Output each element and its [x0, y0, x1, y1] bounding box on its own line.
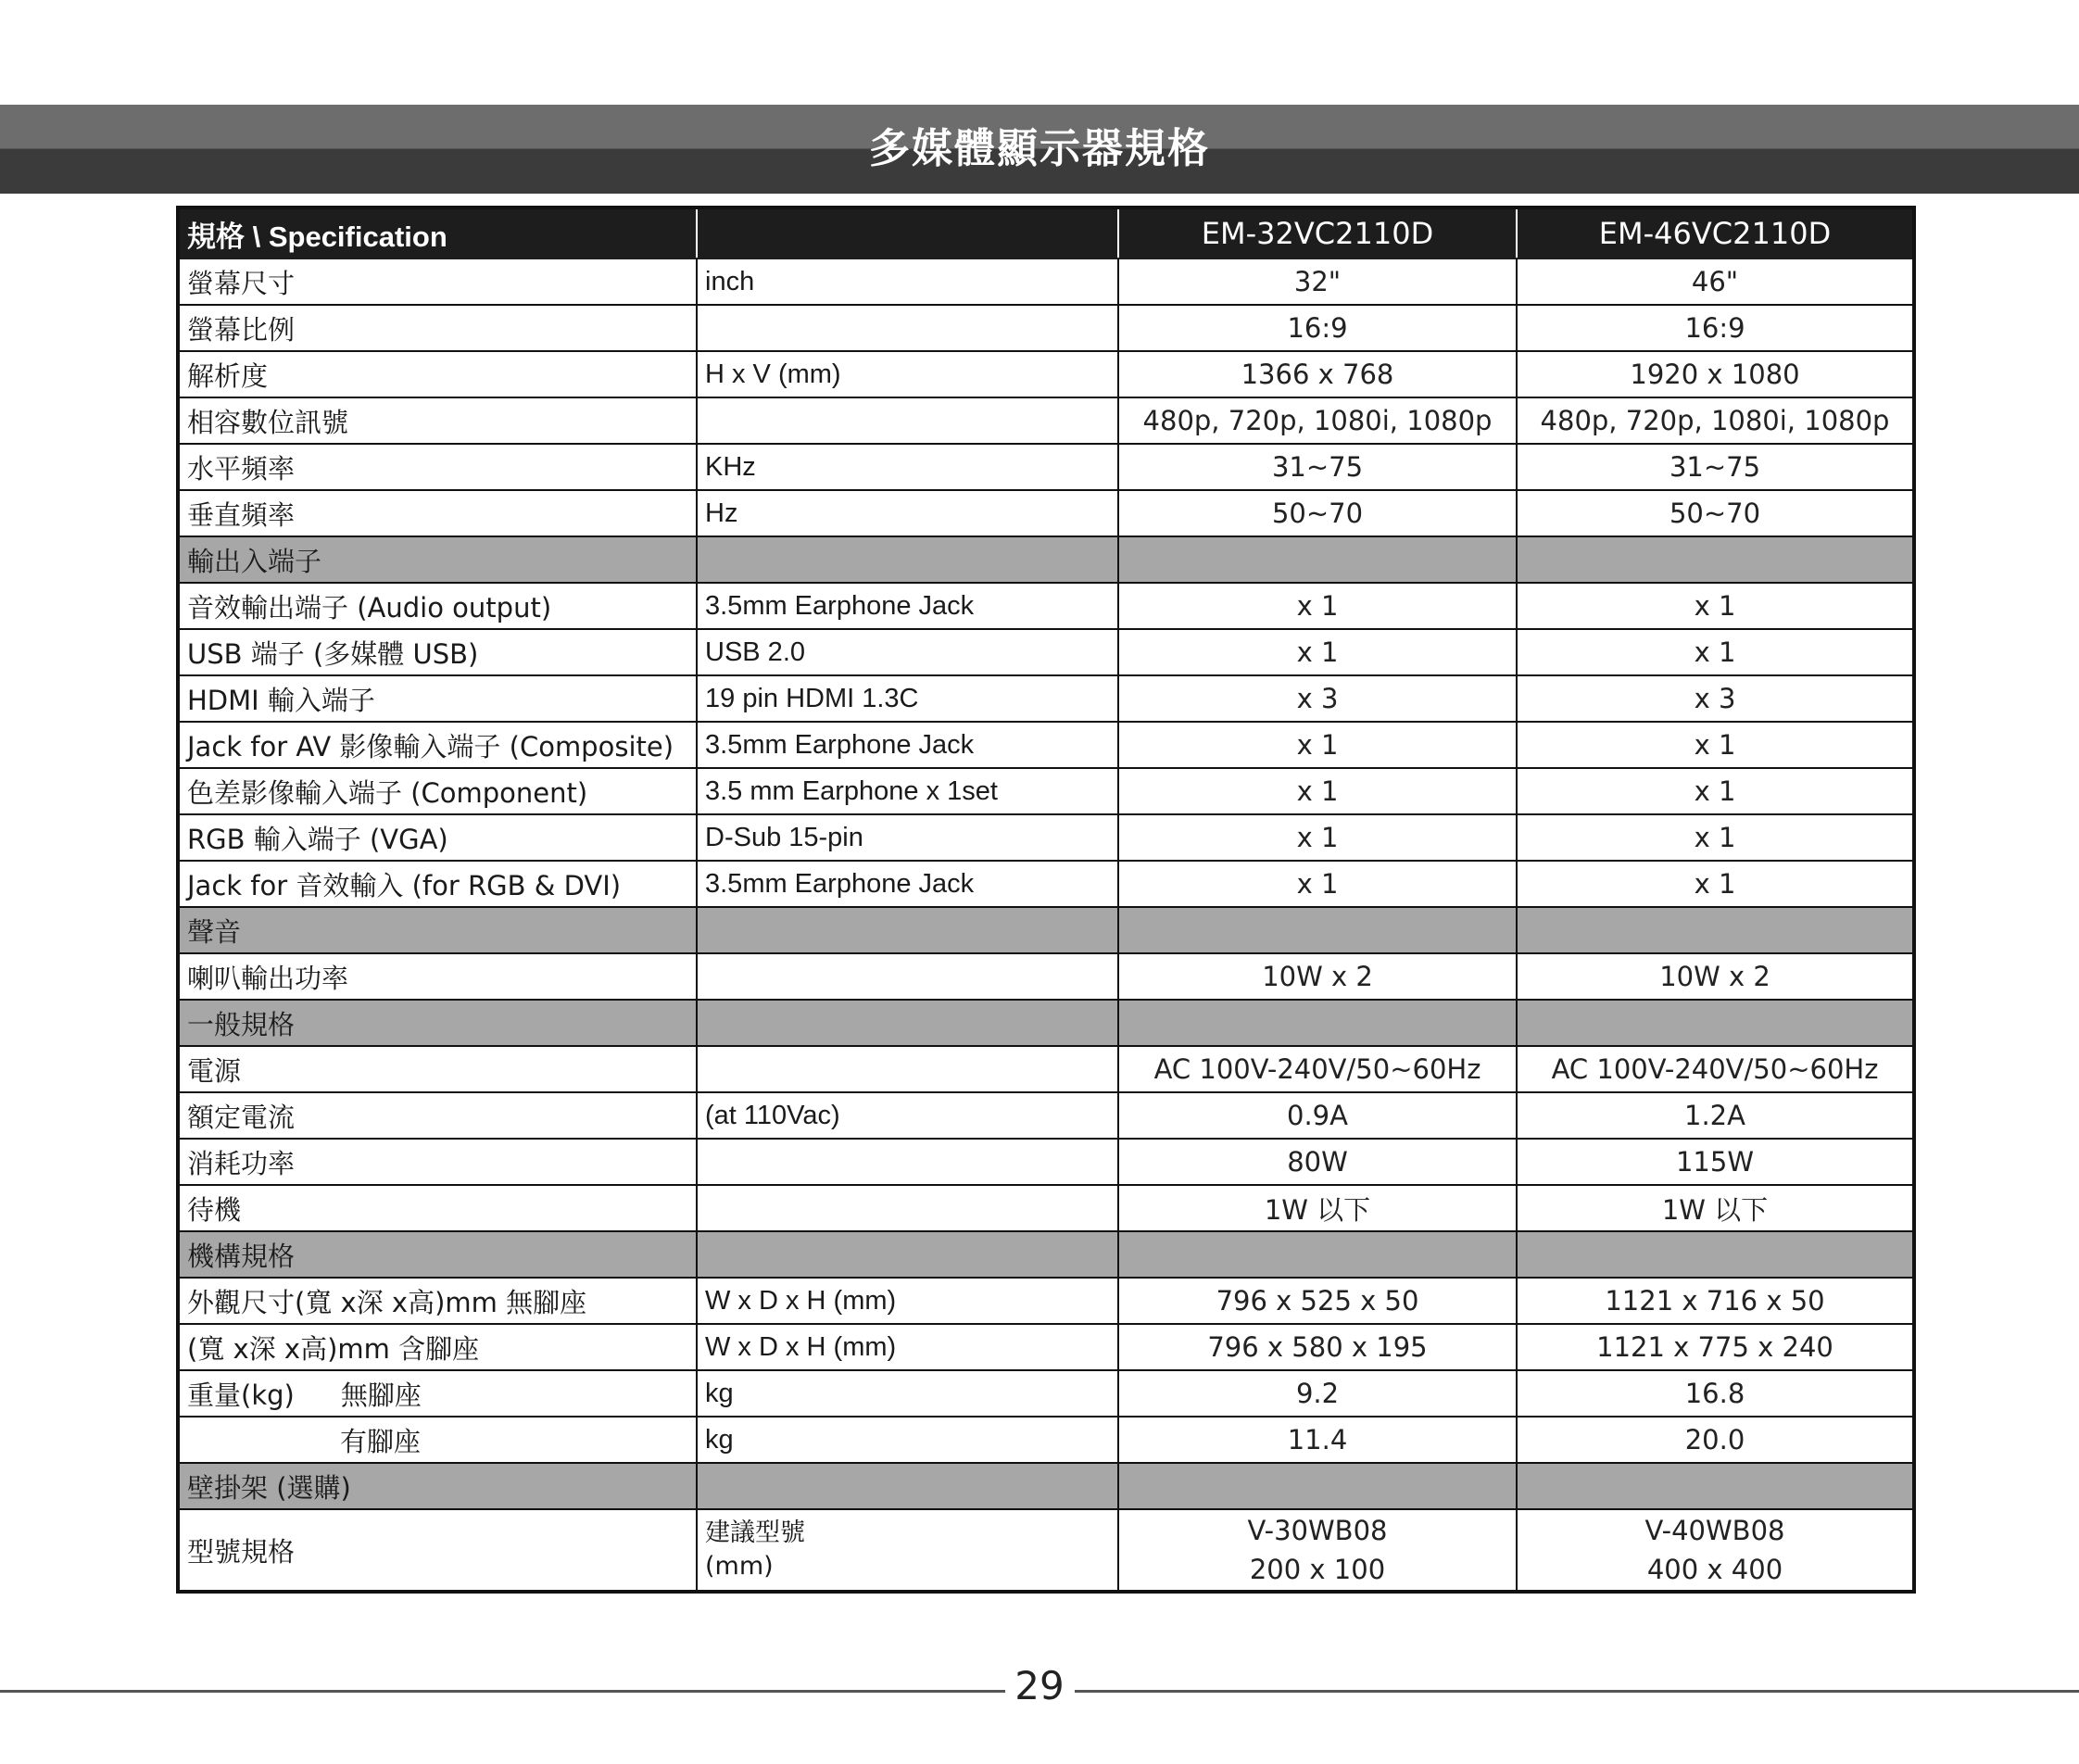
table-row [178, 768, 1914, 814]
row-unit: 3.5mm Earphone Jack [697, 583, 1118, 629]
row-label: 解析度 [178, 351, 697, 397]
row-value-a: x 1 [1118, 722, 1517, 768]
row-value-b: x 1 [1517, 583, 1914, 629]
row-value-b-line: V-40WB08 [1644, 1515, 1785, 1546]
row-value-b: 1920 x 1080 [1517, 351, 1914, 397]
table-row [178, 351, 1914, 397]
section-cell [697, 1000, 1118, 1046]
row-sublabel: 無腳座 [340, 1379, 422, 1411]
row-value-a: 16:9 [1118, 305, 1517, 351]
row-value-a: 11.4 [1118, 1417, 1517, 1463]
spec-table [176, 206, 1916, 1594]
row-value-a: x 1 [1118, 861, 1517, 907]
table-row [178, 1278, 1914, 1324]
row-value-a: 9.2 [1118, 1370, 1517, 1417]
footer-rule-left [0, 1690, 1005, 1693]
row-value-b: x 3 [1517, 675, 1914, 722]
page-title: 多媒體顯示器規格 [869, 125, 1210, 172]
table-row [178, 1185, 1914, 1231]
row-value-a: x 1 [1118, 768, 1517, 814]
row-label: RGB 輸入端子 (VGA) [178, 814, 697, 861]
row-label: 螢幕尺寸 [178, 258, 697, 305]
row-value-b-cell [1517, 1509, 1914, 1592]
row-unit: D-Sub 15-pin [697, 814, 1118, 861]
row-value-a: x 1 [1118, 814, 1517, 861]
table-row [178, 722, 1914, 768]
row-label: 消耗功率 [178, 1139, 697, 1185]
section-title: 輸出入端子 [178, 536, 697, 583]
section-title: 壁掛架 (選購) [178, 1463, 697, 1509]
row-label: 重量(kg) [187, 1379, 295, 1411]
section-row [178, 1231, 1914, 1278]
section-cell [1118, 907, 1517, 953]
row-unit [697, 397, 1118, 444]
table-row [178, 1370, 1914, 1417]
table-row [178, 583, 1914, 629]
row-unit: inch [697, 258, 1118, 305]
row-unit: KHz [697, 444, 1118, 490]
row-label: 待機 [178, 1185, 697, 1231]
row-sublabel: 有腳座 [340, 1425, 422, 1457]
table-row [178, 1092, 1914, 1139]
table-row [178, 814, 1914, 861]
page-number: 29 [1014, 1663, 1065, 1708]
row-unit: Hz [697, 490, 1118, 536]
row-label: 色差影像輸入端子 (Component) [178, 768, 697, 814]
table-row [178, 1509, 1914, 1592]
row-value-b: 16:9 [1517, 305, 1914, 351]
header-model-a: EM-32VC2110D [1118, 208, 1517, 258]
row-value-b-line: 400 x 400 [1646, 1554, 1783, 1585]
row-value-a: 1W 以下 [1118, 1185, 1517, 1231]
section-title: 機構規格 [178, 1231, 697, 1278]
header-spec: 規格 \ Specification [178, 208, 697, 258]
row-value-a: x 3 [1118, 675, 1517, 722]
row-value-a-line: 200 x 100 [1249, 1554, 1386, 1585]
table-row [178, 305, 1914, 351]
section-cell [1118, 1231, 1517, 1278]
table-row [178, 629, 1914, 675]
row-unit [697, 305, 1118, 351]
row-unit: W x D x H (mm) [697, 1324, 1118, 1370]
row-value-a: 50~70 [1118, 490, 1517, 536]
row-value-a-cell [1118, 1509, 1517, 1592]
row-value-a: 1366 x 768 [1118, 351, 1517, 397]
row-value-b: 480p, 720p, 1080i, 1080p [1517, 397, 1914, 444]
row-value-a: x 1 [1118, 629, 1517, 675]
table-row [178, 1046, 1914, 1092]
table-row [178, 1139, 1914, 1185]
row-label: 電源 [178, 1046, 697, 1092]
header-unit [697, 208, 1118, 258]
row-label: 額定電流 [178, 1092, 697, 1139]
row-unit: 3.5mm Earphone Jack [697, 861, 1118, 907]
table-row [178, 397, 1914, 444]
table-row [178, 861, 1914, 907]
row-label: 喇叭輸出功率 [178, 953, 697, 1000]
row-label: 相容數位訊號 [178, 397, 697, 444]
row-label: (寬 x深 x高)mm 含腳座 [178, 1324, 697, 1370]
row-value-a: 80W [1118, 1139, 1517, 1185]
row-value-b: 1W 以下 [1517, 1185, 1914, 1231]
footer-rule-right [1075, 1690, 2079, 1693]
row-label: HDMI 輸入端子 [178, 675, 697, 722]
row-label: 垂直頻率 [178, 490, 697, 536]
table-row [178, 258, 1914, 305]
row-label: 型號規格 [178, 1509, 697, 1592]
section-cell [1517, 1000, 1914, 1046]
table-row [178, 490, 1914, 536]
section-cell [697, 1463, 1118, 1509]
row-value-a: AC 100V-240V/50~60Hz [1118, 1046, 1517, 1092]
row-value-a: 10W x 2 [1118, 953, 1517, 1000]
table-row [178, 675, 1914, 722]
row-unit: 19 pin HDMI 1.3C [697, 675, 1118, 722]
section-cell [1517, 1231, 1914, 1278]
row-unit: USB 2.0 [697, 629, 1118, 675]
section-title: 聲音 [178, 907, 697, 953]
table-row [178, 444, 1914, 490]
row-value-b: x 1 [1517, 814, 1914, 861]
section-cell [1517, 536, 1914, 583]
row-unit: W x D x H (mm) [697, 1278, 1118, 1324]
section-cell [1517, 1463, 1914, 1509]
row-value-b: 1.2A [1517, 1092, 1914, 1139]
row-value-b: 46" [1517, 258, 1914, 305]
row-unit [697, 1046, 1118, 1092]
row-value-a: 796 x 580 x 195 [1118, 1324, 1517, 1370]
row-label: 螢幕比例 [178, 305, 697, 351]
row-unit-line: 建議型號 [705, 1518, 805, 1547]
header-model-b: EM-46VC2110D [1517, 208, 1914, 258]
row-label: Jack for 音效輸入 (for RGB & DVI) [178, 861, 697, 907]
section-cell [697, 536, 1118, 583]
row-value-b: 50~70 [1517, 490, 1914, 536]
row-label-cell [178, 1417, 697, 1463]
row-unit-line: (mm) [705, 1552, 774, 1581]
row-label: 水平頻率 [178, 444, 697, 490]
row-value-b: 1121 x 775 x 240 [1517, 1324, 1914, 1370]
row-unit: 3.5 mm Earphone x 1set [697, 768, 1118, 814]
row-value-b: 1121 x 716 x 50 [1517, 1278, 1914, 1324]
row-value-a: 480p, 720p, 1080i, 1080p [1118, 397, 1517, 444]
section-cell [1118, 1463, 1517, 1509]
section-cell [697, 1231, 1118, 1278]
section-row [178, 536, 1914, 583]
row-unit [697, 1139, 1118, 1185]
section-cell [697, 907, 1118, 953]
row-value-b: x 1 [1517, 629, 1914, 675]
section-row [178, 907, 1914, 953]
row-value-b: x 1 [1517, 722, 1914, 768]
section-row [178, 1463, 1914, 1509]
row-unit: kg [697, 1370, 1118, 1417]
table-row [178, 1324, 1914, 1370]
row-value-a: x 1 [1118, 583, 1517, 629]
row-label-cell [178, 1370, 697, 1417]
row-value-a: 31~75 [1118, 444, 1517, 490]
row-value-a: 32" [1118, 258, 1517, 305]
row-value-a-line: V-30WB08 [1247, 1515, 1388, 1546]
row-value-b: 10W x 2 [1517, 953, 1914, 1000]
row-unit: kg [697, 1417, 1118, 1463]
row-value-b: 31~75 [1517, 444, 1914, 490]
section-cell [1118, 536, 1517, 583]
row-value-a: 0.9A [1118, 1092, 1517, 1139]
table-header-row [178, 208, 1914, 258]
section-title: 一般規格 [178, 1000, 697, 1046]
table-row [178, 1417, 1914, 1463]
row-unit-cell [697, 1509, 1118, 1592]
row-unit: (at 110Vac) [697, 1092, 1118, 1139]
row-unit: H x V (mm) [697, 351, 1118, 397]
row-value-a: 796 x 525 x 50 [1118, 1278, 1517, 1324]
section-cell [1517, 907, 1914, 953]
row-value-b: 20.0 [1517, 1417, 1914, 1463]
table-row [178, 953, 1914, 1000]
row-label: Jack for AV 影像輸入端子 (Composite) [178, 722, 697, 768]
row-unit: 3.5mm Earphone Jack [697, 722, 1118, 768]
row-label: 音效輸出端子 (Audio output) [178, 583, 697, 629]
row-unit [697, 1185, 1118, 1231]
section-cell [1118, 1000, 1517, 1046]
section-row [178, 1000, 1914, 1046]
row-label: 外觀尺寸(寬 x深 x高)mm 無腳座 [178, 1278, 697, 1324]
row-value-b: x 1 [1517, 768, 1914, 814]
row-value-b: 16.8 [1517, 1370, 1914, 1417]
row-value-b: 115W [1517, 1139, 1914, 1185]
row-unit [697, 953, 1118, 1000]
row-label: USB 端子 (多媒體 USB) [178, 629, 697, 675]
row-value-b: x 1 [1517, 861, 1914, 907]
row-value-b: AC 100V-240V/50~60Hz [1517, 1046, 1914, 1092]
